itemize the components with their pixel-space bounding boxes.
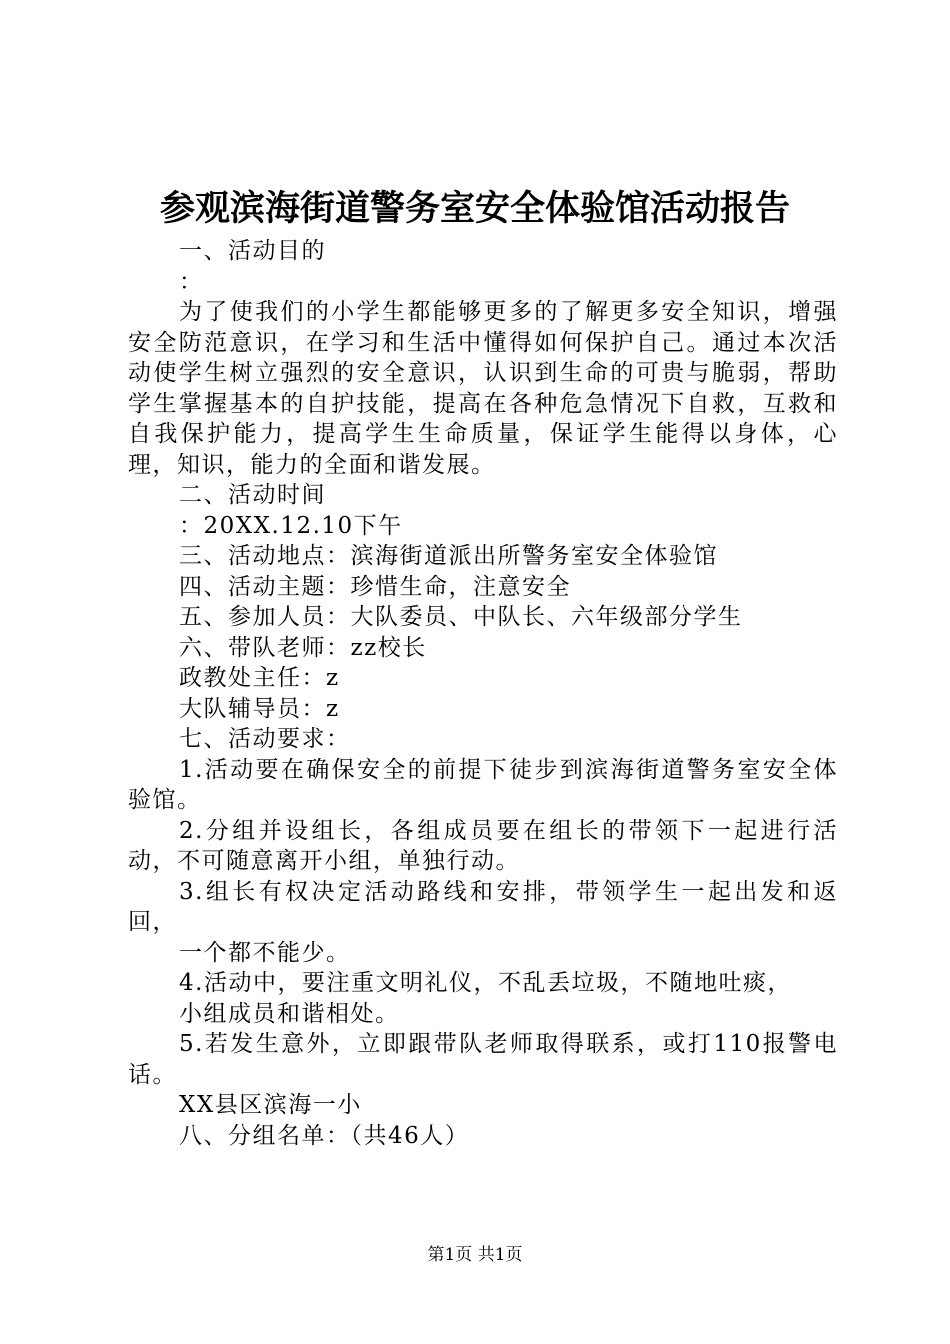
section-leader: 六、带队老师：zz校长 <box>179 634 427 661</box>
requirement-3-continued: 一个都不能少。 <box>179 939 351 966</box>
section-heading-time: 二、活动时间 <box>179 482 326 508</box>
section-participants: 五、参加人员：大队委员、中队长、六年级部分学生 <box>179 604 743 630</box>
requirement-2: 2.分组并设组长，各组成员要在组长的带领下一起进行活动，不可随意离开小组，单独行动。 <box>128 817 838 874</box>
requirement-4-continued: 小组成员和谐相处。 <box>179 1000 400 1027</box>
section-group-list: 八、分组名单：（共46人） <box>179 1122 470 1149</box>
requirement-3: 3.组长有权决定活动路线和安排，带领学生一起出发和返回， <box>128 878 838 935</box>
time-value: ：20XX.12.10下午 <box>179 512 403 539</box>
requirement-4: 4.活动中，要注重文明礼仪，不乱丢垃圾，不随地吐痰， <box>179 970 792 996</box>
section-location: 三、活动地点：滨海街道派出所警务室安全体验馆 <box>179 543 718 569</box>
document-title: 参观滨海街道警务室安全体验馆活动报告 <box>159 189 790 229</box>
counselor-line: 大队辅导员：z <box>179 695 340 722</box>
purpose-paragraph: 为了使我们的小学生都能够更多的了解更多安全知识，增强安全防范意识，在学习和生活中懂得如何保护自己。通过本次活动使学生树立强烈的安全意识，认识到生命的可贵与脆弱，帮助学生掌握基本的自护技能，提高在各种危急情况下自救，互救和自我保护能力，提高学生生命质量，保证学生能得以身体，心理，知识，能力的全面和谐发展。 <box>128 299 838 478</box>
school-name: XX县区滨海一小 <box>179 1092 362 1118</box>
section-requirements: 七、活动要求： <box>179 726 351 752</box>
section-theme: 四、活动主题：珍惜生命，注意安全 <box>179 573 571 600</box>
document-body <box>128 236 838 1151</box>
requirement-1: 1.活动要在确保安全的前提下徒步到滨海街道警务室安全体验馆。 <box>128 756 838 813</box>
section-heading-purpose: 一、活动目的 <box>179 238 326 264</box>
requirement-5: 5.若发生意外，立即跟带队老师取得联系，或打110报警电话。 <box>128 1031 838 1088</box>
colon-line: ： <box>179 268 204 295</box>
page-footer: 第1页 共1页 <box>427 1245 523 1265</box>
director-line: 政教处主任：z <box>179 665 340 691</box>
